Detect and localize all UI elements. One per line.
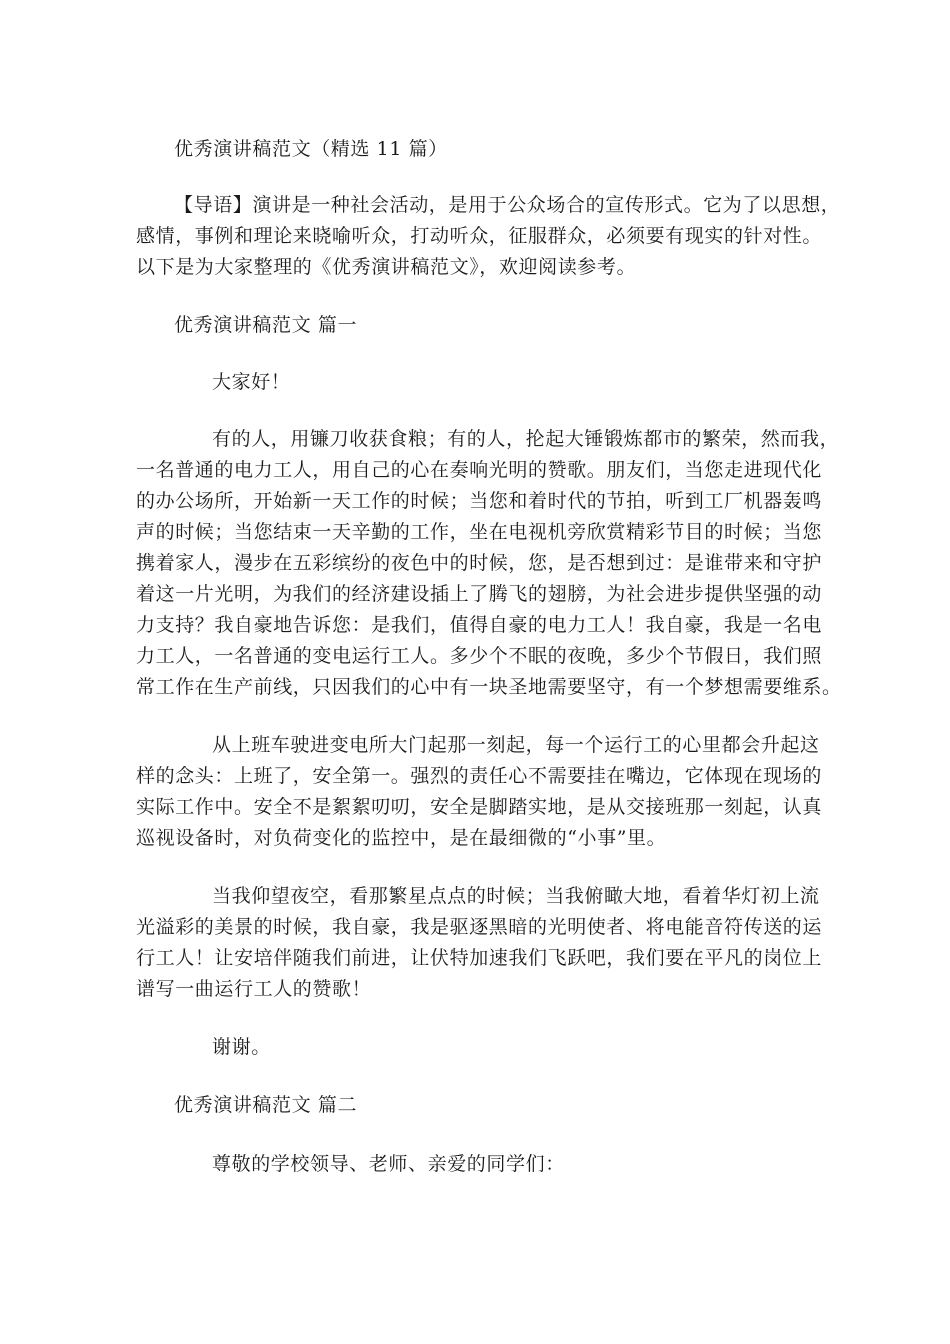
section1-para1-line: 着这一片光明，为我们的经济建设插上了腾飞的翅膀，为社会进步提供坚强的动 <box>136 583 823 605</box>
section1-para1-line: 常工作在生产前线，只因我们的心中有一块圣地需要坚守，有一个梦想需要维系。 <box>136 676 842 698</box>
section1-closing: 谢谢。 <box>212 1036 271 1058</box>
intro-line-2: 感情，事例和理论来晓喻听众，打动听众，征服群众，必须要有现实的针对性。 <box>136 225 823 247</box>
section1-para1-line: 力工人，一名普通的变电运行工人。多少个不眠的夜晚，多少个节假日，我们照 <box>136 645 823 667</box>
section1-para1-line: 携着家人，漫步在五彩缤纷的夜色中的时候，您，是否想到过：是谁带来和守护 <box>136 552 823 574</box>
section1-para2-line: 样的念头：上班了，安全第一。强烈的责任心不需要挂在嘴边，它体现在现场的 <box>136 765 823 787</box>
section1-para2-line: 实际工作中。安全不是絮絮叨叨，安全是脚踏实地，是从交接班那一刻起，认真 <box>136 796 823 818</box>
section1-greeting: 大家好！ <box>212 371 291 393</box>
section1-para1-line: 力支持？我自豪地告诉您：是我们，值得自豪的电力工人！我自豪，我是一名电 <box>136 614 823 636</box>
section1-para1-line: 有的人，用镰刀收获食粮；有的人，抡起大锤锻炼都市的繁荣，然而我， <box>212 428 840 450</box>
section1-para1-line: 的办公场所，开始新一天工作的时候；当您和着时代的节拍，听到工厂机器轰鸣 <box>136 490 823 512</box>
section2-greeting: 尊敬的学校领导、老师、亲爱的同学们： <box>212 1153 565 1175</box>
section1-heading: 优秀演讲稿范文 篇一 <box>174 314 358 336</box>
intro-line-3: 以下是为大家整理的《优秀演讲稿范文》，欢迎阅读参考。 <box>136 256 637 278</box>
section1-para1-line: 声的时候；当您结束一天辛勤的工作，坐在电视机旁欣赏精彩节目的时候；当您 <box>136 521 823 543</box>
section1-para1-line: 一名普通的电力工人，用自己的心在奏响光明的赞歌。朋友们，当您走进现代化 <box>136 459 823 481</box>
section1-para3-line: 当我仰望夜空，看那繁星点点的时候；当我俯瞰大地，看着华灯初上流 <box>212 885 820 907</box>
document-title: 优秀演讲稿范文（精选 11 篇） <box>174 138 448 160</box>
section1-para3-line: 光溢彩的美景的时候，我自豪，我是驱逐黑暗的光明使者、将电能音符传送的运 <box>136 916 823 938</box>
section1-para2-line: 巡视设备时，对负荷变化的监控中，是在最细微的“小事”里。 <box>136 827 667 849</box>
section1-para3-line: 谱写一曲运行工人的赞歌！ <box>136 978 372 1000</box>
section2-heading: 优秀演讲稿范文 篇二 <box>174 1094 358 1116</box>
section1-para3-line: 行工人！让安培伴随我们前进，让伏特加速我们飞跃吧，我们要在平凡的岗位上 <box>136 947 823 969</box>
section1-para2-line: 从上班车驶进变电所大门起那一刻起，每一个运行工的心里都会升起这 <box>212 734 820 756</box>
intro-line-1: 【导语】演讲是一种社会活动，是用于公众场合的宣传形式。它为了以思想， <box>174 194 841 216</box>
